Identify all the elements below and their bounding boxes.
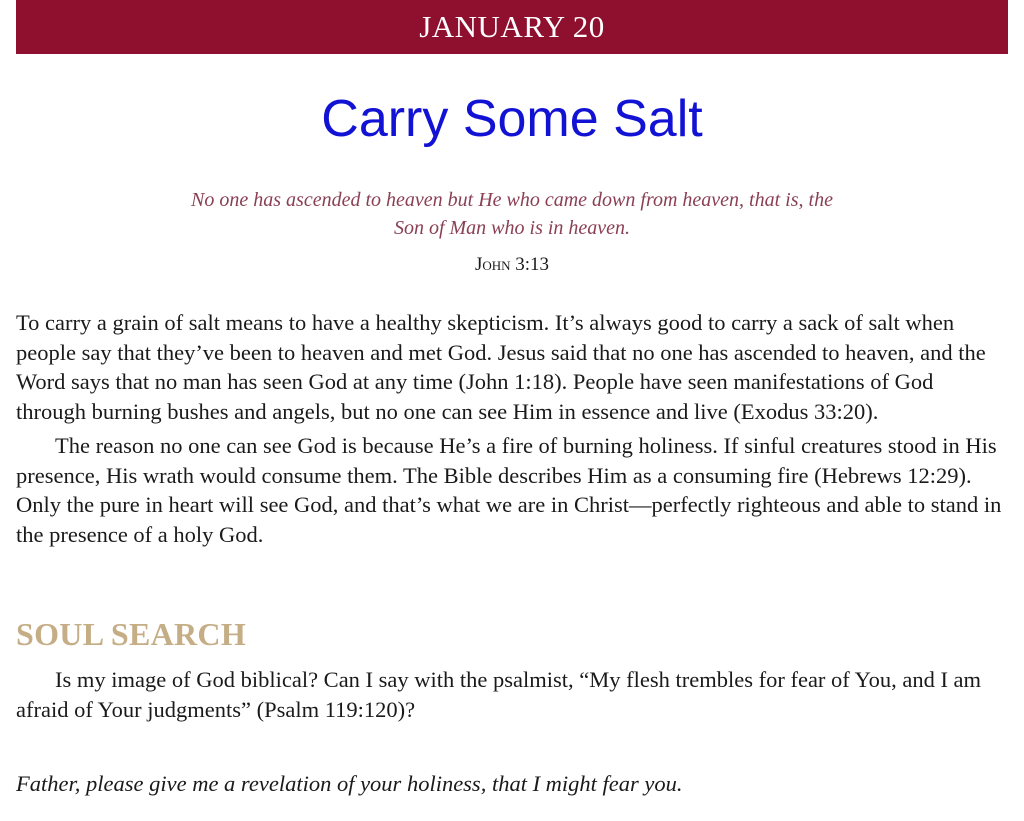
prayer-text: Father, please give me a revelation of your holiness, that I might fear you. [16, 771, 683, 796]
reference-chapter-verse: 3:13 [510, 254, 550, 275]
scripture-reference [0, 252, 1024, 278]
devotional-body [16, 308, 1006, 554]
date-banner [16, 0, 1008, 54]
body-paragraph: The reason no one can see God is because He’s a fire of burning holiness. If sinful creatures stood in His presence, His wrath would consume them. The Bible describes Him as a consuming fire (Hebrews 12:29). Only the pure in heart will see God, and that’s what we are in Christ—perfectly righteous and able to stand in the presence of a holy God. [16, 433, 1002, 547]
soul-search-heading: SOUL SEARCH [16, 616, 247, 652]
reference-book: John [474, 254, 511, 275]
date-label: JANUARY 20 [419, 9, 605, 44]
page-title: Carry Some Salt [321, 90, 703, 148]
scripture-verse: No one has ascended to heaven but He who came down from heaven, that is, the Son of Man who is in heaven. [191, 189, 833, 239]
soul-search-text: Is my image of God biblical? Can I say with the psalmist, “My flesh trembles for fear of You, and I am afraid of Your judgments” (Psalm 119:120)? [16, 667, 982, 722]
body-paragraph: To carry a grain of salt means to have a healthy skepticism. It’s always good to carry a sack of salt when people say that they’ve been to heaven and met God. Jesus said that no one has ascended to heaven, and the Word says that no man has seen God at any time (John 1:18). People have seen manifestations of God through burning bushes and angels, but no one can see Him in essence and live (Exodus 33:20). [16, 310, 986, 424]
